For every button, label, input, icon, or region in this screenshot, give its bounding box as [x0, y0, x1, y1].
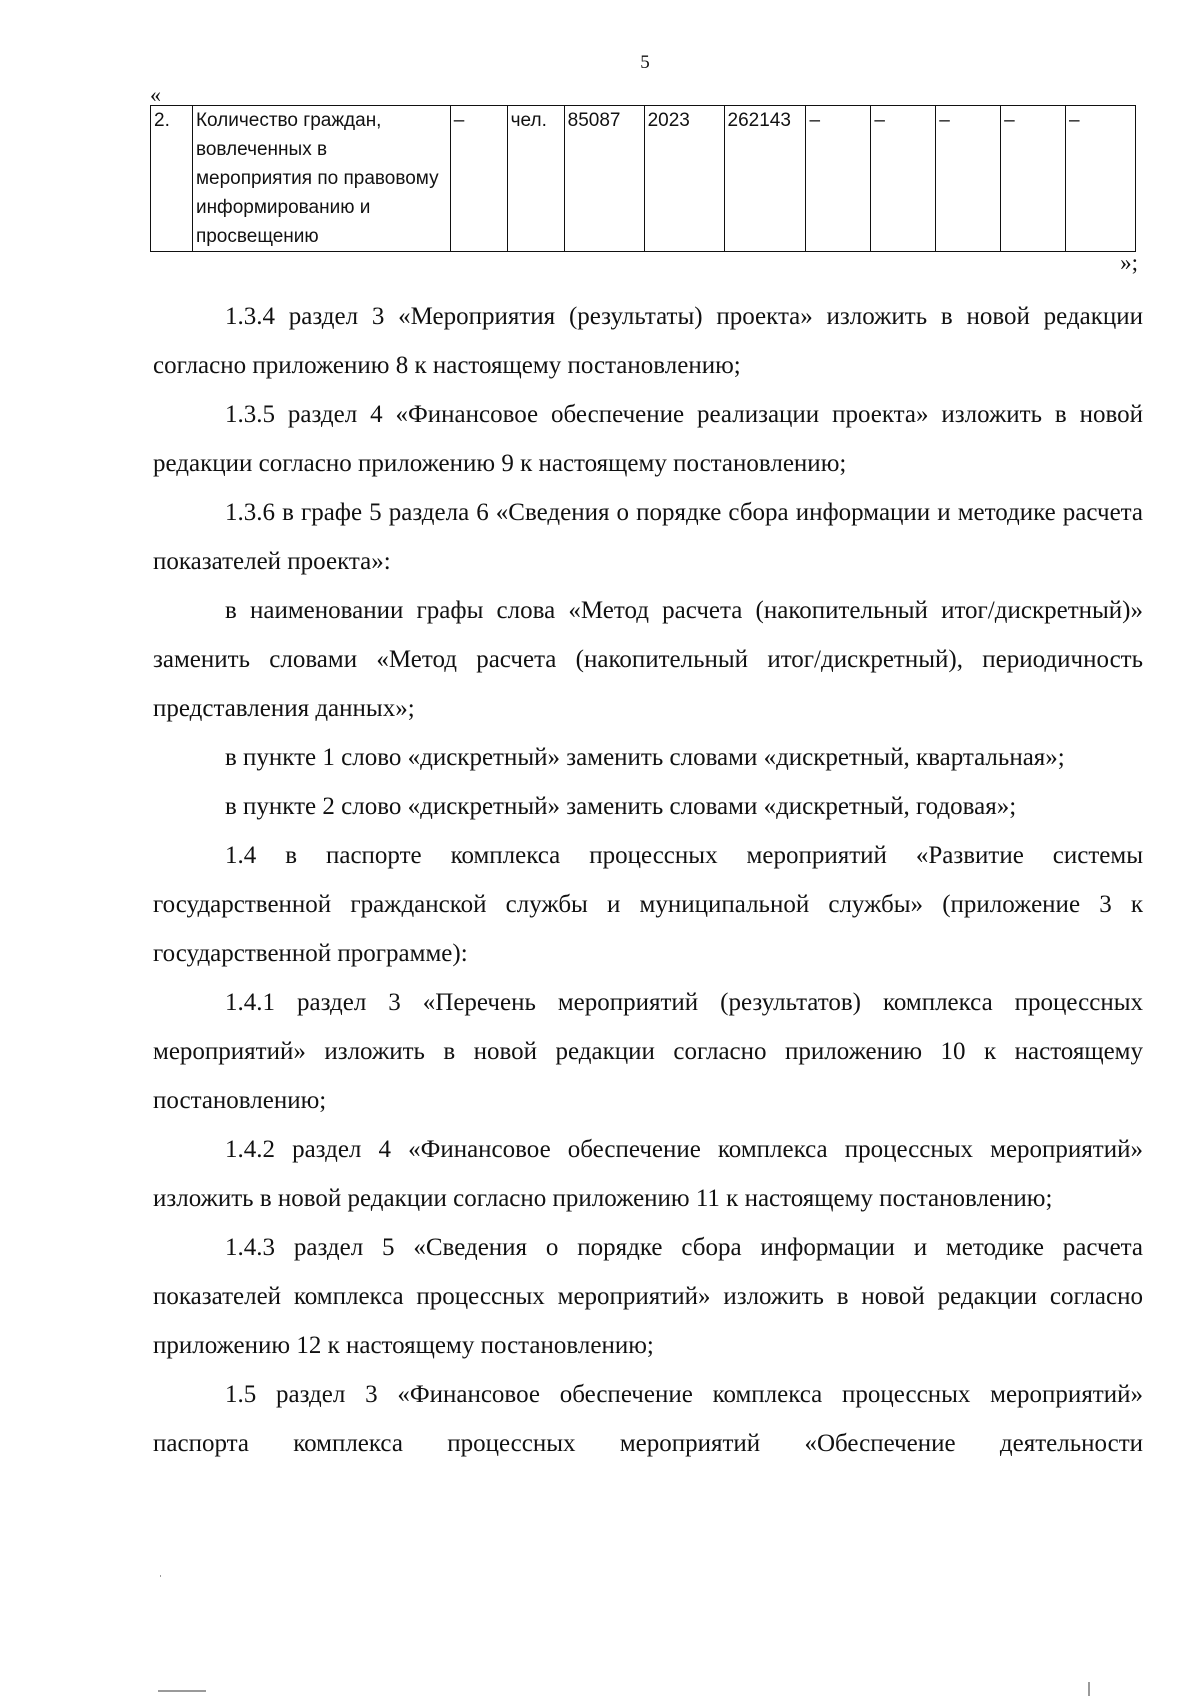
- indicator-name-cell: Количество граждан, вовлеченных в мероприятия по правовому информированию и просвещению: [192, 106, 450, 252]
- scan-mark: [1088, 1682, 1090, 1696]
- paragraph: в пункте 1 слово «дискретный» заменить словами «дискретный, квартальная»;: [225, 744, 1065, 771]
- paragraph: 1.5 раздел 3 «Финансовое обеспечение комплекса процессных мероприятий» паспорта комплекса процессных мероприятий «Обеспечение деятельности: [153, 1381, 1143, 1457]
- paragraph: 1.3.5 раздел 4 «Финансовое обеспечение реализации проекта» изложить в новой редакции согласно приложению 9 к настоящему постановлению;: [153, 401, 1143, 477]
- value-cell: 262143: [724, 106, 806, 252]
- paragraph: 1.4.1 раздел 3 «Перечень мероприятий (результатов) комплекса процессных мероприятий» изложить в новой редакции согласно приложению 10 к настоящему постановлению;: [153, 989, 1143, 1114]
- paragraph: 1.3.6 в графе 5 раздела 6 «Сведения о порядке сбора информации и методике расчета показателей проекта»:: [153, 499, 1143, 575]
- close-quote: »;: [1120, 250, 1138, 275]
- paragraph: в наименовании графы слова «Метод расчета (накопительный итог/дискретный)» заменить словами «Метод расчета (накопительный итог/дискретный), периодичность представления данных»;: [153, 597, 1143, 722]
- row-number-cell: 2.: [151, 106, 193, 252]
- paragraph: 1.4.2 раздел 4 «Финансовое обеспечение комплекса процессных мероприятий» изложить в новой редакции согласно приложению 11 к настоящему постановлению;: [153, 1136, 1143, 1212]
- base-value-cell: 85087: [564, 106, 644, 252]
- base-year-cell: 2023: [644, 106, 724, 252]
- scan-mark: [160, 1575, 161, 1577]
- scan-mark: [158, 1690, 206, 1692]
- table-cell: –: [936, 106, 1001, 252]
- indicator-table: [150, 105, 1136, 252]
- paragraph: в пункте 2 слово «дискретный» заменить словами «дискретный, годовая»;: [225, 793, 1017, 820]
- page-number: 5: [640, 52, 650, 73]
- table-cell: –: [1001, 106, 1066, 252]
- paragraph: 1.3.4 раздел 3 «Мероприятия (результаты) проекта» изложить в новой редакции согласно приложению 8 к настоящему постановлению;: [153, 303, 1143, 379]
- unit-cell: чел.: [507, 106, 564, 252]
- table-row: [151, 106, 1136, 252]
- table-cell: –: [806, 106, 871, 252]
- paragraph: 1.4 в паспорте комплекса процессных мероприятий «Развитие системы государственной гражданской службы и муниципальной службы» (приложение 3 к государственной программе):: [153, 842, 1143, 967]
- paragraph: 1.4.3 раздел 5 «Сведения о порядке сбора информации и методике расчета показателей комплекса процессных мероприятий» изложить в новой редакции согласно приложению 12 к настоящему постановлению;: [153, 1234, 1143, 1359]
- document-body: [153, 292, 1143, 1468]
- table-cell: –: [450, 106, 507, 252]
- open-quote: «: [150, 82, 161, 107]
- table-cell: –: [1066, 106, 1136, 252]
- table-cell: –: [871, 106, 936, 252]
